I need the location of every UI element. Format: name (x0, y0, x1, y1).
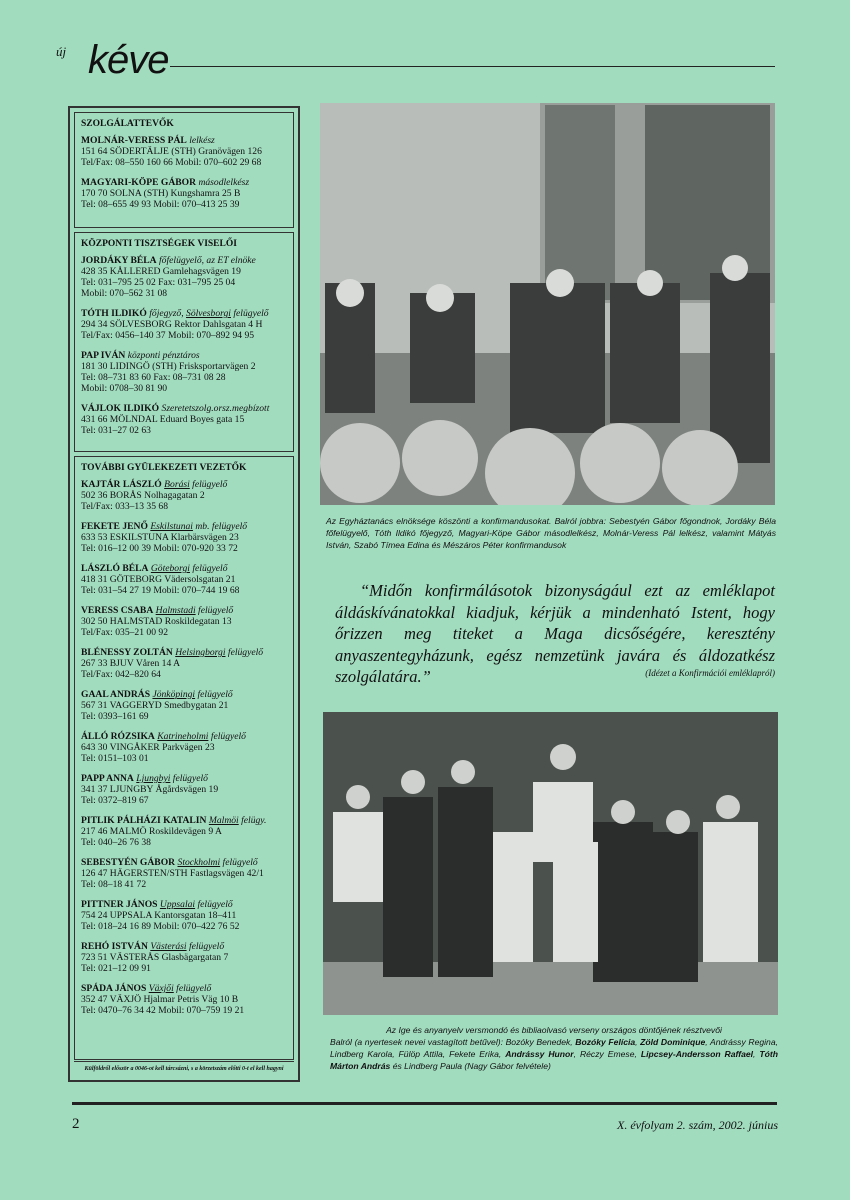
contact-role: felügyelő (170, 773, 208, 784)
contact-name-line (81, 177, 287, 188)
contact-name: MOLNÁR-VERESS PÁL (81, 135, 187, 146)
contact-name-line (81, 815, 287, 826)
contact-detail: Tel: 040–26 76 38 (81, 837, 151, 848)
contact-name: MAGYARI-KÖPE GÁBOR (81, 177, 197, 188)
contact-detail: Tel: 031–795 25 02 Fax: 031–795 25 04 (81, 277, 236, 288)
contact-name-line (81, 350, 287, 361)
contact-detail: Tel/Fax: 035–21 00 92 (81, 627, 168, 638)
contact-name: SEBESTYÉN GÁBOR (81, 857, 176, 868)
contact-role-place: Eskilstunai (150, 521, 193, 532)
contact-detail: Tel: 0151–103 01 (81, 753, 149, 764)
contact-name: TÓTH ILDIKÓ (81, 308, 147, 319)
contact-role: felügy. (238, 815, 267, 826)
contact-name-line (81, 731, 287, 742)
caption-text: , Réczy Emese, (573, 1049, 641, 1059)
contact-name: JORDÁKY BÉLA (81, 255, 157, 266)
section-title: SZOLGÁLATTEVŐK (81, 119, 174, 129)
contact-entry (81, 731, 287, 764)
contact-entry (81, 177, 287, 210)
contact-name-line (81, 857, 287, 868)
contact-name-line (81, 689, 287, 700)
contact-name-line (81, 521, 287, 532)
contact-name: FEKETE JENŐ (81, 521, 148, 532)
photo-competition (323, 712, 778, 1015)
contact-entry (81, 605, 287, 638)
contact-entry (81, 403, 287, 436)
winner-name: Bozóky Felícia (575, 1037, 636, 1047)
contact-role-place: Halmstadi (155, 605, 196, 616)
contact-name: PAPP ANNA (81, 773, 134, 784)
contact-name-line (81, 605, 287, 616)
contact-entry (81, 773, 287, 806)
contact-detail: 267 33 BJUV Våren 14 A (81, 658, 181, 669)
contact-name: LÁSZLÓ BÉLA (81, 563, 149, 574)
contact-name: ÁLLÓ RÓZSIKA (81, 731, 155, 742)
contact-role-place: Borási (164, 479, 190, 490)
contact-detail: 567 31 VAGGERYD Smedbygatan 21 (81, 700, 229, 711)
footer-rule (72, 1102, 777, 1105)
photo-confirmation (320, 103, 775, 505)
contact-detail: Tel: 08–731 83 60 Fax: 08–731 08 28 (81, 372, 226, 383)
contact-detail: Mobil: 070–562 31 08 (81, 288, 168, 299)
contact-entry (81, 899, 287, 932)
contact-name: GAAL ANDRÁS (81, 689, 151, 700)
contact-role: lelkész (189, 135, 215, 146)
contact-entry (81, 135, 287, 168)
winner-name: Tóth Márton András (330, 1049, 778, 1071)
header-rule (170, 66, 775, 67)
section-title: KÖZPONTI TISZTSÉGEK VISELŐI (81, 239, 237, 249)
contact-detail: 502 36 BORÅS Nolhagagatan 2 (81, 490, 205, 501)
contact-detail: 341 37 LJUNGBY Ågårdsvägen 19 (81, 784, 219, 795)
contact-role: felügyelő (220, 857, 258, 868)
contact-detail: Tel/Fax: 0456–140 37 Mobil: 070–892 94 95 (81, 330, 255, 341)
winner-name: Zöld Dominique (640, 1037, 706, 1047)
photo-confirmation-caption: Az Egyháztanács elnöksége köszönti a konfirmandusokat. Balról jobbra: Sebestyén Gábor főgondnok, Jordáky Béla főfelügyelő, Tóth Ildikó főjegyző, Magyari-Köpe Gábor másodlelkész, Molnár-Veress Pál lelkész, valamint Mátyás István, Szabó Tímea Edina és Mészáros Péter konfirmandusok (326, 516, 776, 550)
contact-detail: Tel: 0470–76 34 42 Mobil: 070–759 19 21 (81, 1005, 245, 1016)
photo-competition-caption-line1: Az Ige és anyanyelv versmondó és bibliaolvasó verseny országos döntőjének résztvevői (386, 1025, 722, 1035)
caption-text: és Lindberg Paula (Nagy Gábor felvétele) (390, 1061, 551, 1071)
contact-detail: 181 30 LIDINGÖ (STH) Frisksportarvägen 2 (81, 361, 256, 372)
contact-name-line (81, 135, 287, 146)
winner-name: Andrássy Hunor (505, 1049, 574, 1059)
issue-info: X. évfolyam 2. szám, 2002. június (617, 1118, 778, 1132)
contact-role-place: Stockholmi (177, 857, 221, 868)
contact-detail: Tel: 018–24 16 89 Mobil: 070–422 76 52 (81, 921, 240, 932)
contact-name: BLÉNESSY ZOLTÁN (81, 647, 173, 658)
contact-detail: 170 70 SOLNA (STH) Kungshamra 25 B (81, 188, 241, 199)
contact-role: főfelügyelő, az ET elnöke (159, 255, 256, 266)
contact-detail: 643 30 VINGÅKER Parkvägen 23 (81, 742, 215, 753)
contact-role: felügyelő (189, 563, 228, 574)
contact-role-place: Jönköpingi (152, 689, 196, 700)
contact-entry (81, 941, 287, 974)
section-title: TOVÁBBI GYÜLEKEZETI VEZETŐK (81, 463, 247, 473)
contact-detail: Tel/Fax: 033–13 35 68 (81, 501, 168, 512)
contact-role: főjegyző, (149, 308, 187, 319)
contact-name: PAP IVÁN (81, 350, 126, 361)
contact-role: felügyelő (173, 983, 212, 994)
contact-detail: 302 50 HALMSTAD Roskildegatan 13 (81, 616, 232, 627)
contact-role-place: Ljungbyi (136, 773, 171, 784)
contact-entry (81, 983, 287, 1016)
contact-name: PITLIK PÁLHÁZI KATALIN (81, 815, 207, 826)
magazine-logo: kéve (88, 38, 169, 82)
contact-name-line (81, 773, 287, 784)
contact-detail: Tel: 021–12 09 91 (81, 963, 151, 974)
contact-role: felügyelő (225, 647, 264, 658)
contact-name: KAJTÁR LÁSZLÓ (81, 479, 162, 490)
contact-role: központi pénztáros (127, 350, 200, 361)
contact-detail: Tel: 031–54 27 19 Mobil: 070–744 19 68 (81, 585, 240, 596)
contact-name-line (81, 983, 287, 994)
contact-entry (81, 255, 287, 299)
contact-name-line (81, 403, 287, 414)
contact-detail: 633 53 ESKILSTUNA Klarbärsvägen 23 (81, 532, 239, 543)
contact-detail: 352 47 VÄXJÖ Hjalmar Petris Väg 10 B (81, 994, 239, 1005)
contact-name: SPÁDA JÁNOS (81, 983, 147, 994)
quote: “Midőn konfirmálásotok bizonyságául ezt az emléklapot áldáskívánatokkal kiadjuk, kérjük a mindenható Istent, hogy őrizzen meg titeket a Maga dicsőségére, keresztény anyaszentegyházunk, egész nemzetünk javára és áldozatkész szolgálatára.” (335, 581, 775, 686)
contact-entry (81, 689, 287, 722)
contact-entry (81, 563, 287, 596)
contact-name: VERESS CSABA (81, 605, 154, 616)
contact-name-line (81, 563, 287, 574)
contact-role: felügyelő (208, 731, 246, 742)
quote-source: (Idézet a Konfirmációi emléklapról) (645, 668, 775, 678)
contact-detail: Tel: 016–12 00 39 Mobil: 070-920 33 72 (81, 543, 238, 554)
contact-role-place: Katrineholmi (157, 731, 209, 742)
contact-role-place: Helsingborgi (175, 647, 226, 658)
contact-role: Szeretetszolg.orsz.megbízott (161, 403, 270, 414)
contact-role: felügyelő (189, 479, 228, 490)
section-congregation-leaders (74, 456, 294, 1060)
contact-role-place: Uppsalai (159, 899, 196, 910)
contact-entry (81, 308, 287, 341)
contact-role-place: Västerási (150, 941, 187, 952)
caption-text: , (635, 1037, 641, 1047)
contact-role: felügyelő (230, 308, 269, 319)
contact-detail: 428 35 KÅLLERED Gamlehagsvägen 19 (81, 266, 241, 277)
contact-role-place: Göteborgi (150, 563, 190, 574)
contact-role: mb. felügyelő (192, 521, 248, 532)
contact-name-line (81, 308, 287, 319)
page-number: 2 (72, 1116, 80, 1132)
contact-name-line (81, 941, 287, 952)
contact-detail: Tel/Fax: 042–820 64 (81, 669, 161, 680)
photo-confirmation-image (320, 103, 775, 505)
contact-entry (81, 815, 287, 848)
contact-detail: Tel: 08–18 41 72 (81, 879, 147, 890)
caption-text: , Andrássy Regina, Lindberg Karola, Fülöp Attila, Fekete Erika, (330, 1037, 778, 1059)
contact-entry (81, 647, 287, 680)
contact-detail: Tel: 0393–161 69 (81, 711, 149, 722)
contact-detail: 431 66 MÖLNDAL Eduard Boyes gata 15 (81, 414, 245, 425)
footnote: Külföldről először a 0046-ot kell tárcsázni, s a körzetszám előtti 0-t el kell hagyni (74, 1061, 294, 1076)
contact-role: felügyelő (195, 605, 234, 616)
logo-prefix: új (56, 44, 67, 59)
contact-detail: Tel: 08–655 49 93 Mobil: 070–413 25 39 (81, 199, 240, 210)
contact-role: felügyelő (195, 899, 233, 910)
contact-detail: 294 34 SÖLVESBORG Rektor Dahlsgatan 4 H (81, 319, 263, 330)
contact-role: felügyelő (195, 689, 233, 700)
section-central-officers (74, 232, 294, 452)
contact-entry (81, 350, 287, 394)
contact-detail: 151 64 SÖDERTÄLJE (STH) Granövägen 126 (81, 146, 262, 157)
contact-detail: Mobil: 0708–30 81 90 (81, 383, 168, 394)
contact-detail: Tel: 031–27 02 63 (81, 425, 151, 436)
contact-name: VÁJLOK ILDIKÓ (81, 403, 160, 414)
contact-name-line (81, 479, 287, 490)
contact-name: REHÓ ISTVÁN (81, 941, 148, 952)
caption-text: Balról (a nyertesek nevei vastagított betűvel): Bozóky Benedek, (330, 1037, 576, 1047)
contact-role: másodlelkész (198, 177, 250, 188)
contact-name-line (81, 647, 287, 658)
contact-detail: 126 47 HÄGERSTEN/STH Fastlagsvägen 42/1 (81, 868, 264, 879)
contacts-box (68, 106, 300, 1082)
contact-detail: 754 24 UPPSALA Kantorsgatan 18–411 (81, 910, 237, 921)
section-staff (74, 112, 294, 228)
photo-competition-image (323, 712, 778, 1015)
contact-entry (81, 857, 287, 890)
contact-role-place: Växjői (148, 983, 174, 994)
contact-role: felügyelő (186, 941, 225, 952)
contact-name: PITTNER JÁNOS (81, 899, 158, 910)
contact-detail: 217 46 MALMÖ Roskildevägen 9 A (81, 826, 222, 837)
contact-entry (81, 521, 287, 554)
contact-entry (81, 479, 287, 512)
winner-name: Lipcsey-Andersson Raffael (640, 1049, 754, 1059)
contact-role-place: Sölvesborgi (186, 308, 231, 319)
photo-competition-caption (330, 1036, 778, 1072)
contact-detail: Tel/Fax: 08–550 160 66 Mobil: 070–602 29 68 (81, 157, 262, 168)
contact-name-line (81, 899, 287, 910)
contact-role-place: Malmöi (208, 815, 239, 826)
contact-detail: 418 31 GÖTEBORG Vädersolsgatan 21 (81, 574, 236, 585)
caption-text: , (753, 1049, 760, 1059)
contact-detail: 723 51 VÄSTERÅS Glasbägargatan 7 (81, 952, 229, 963)
contact-name-line (81, 255, 287, 266)
contact-detail: Tel: 0372–819 67 (81, 795, 149, 806)
